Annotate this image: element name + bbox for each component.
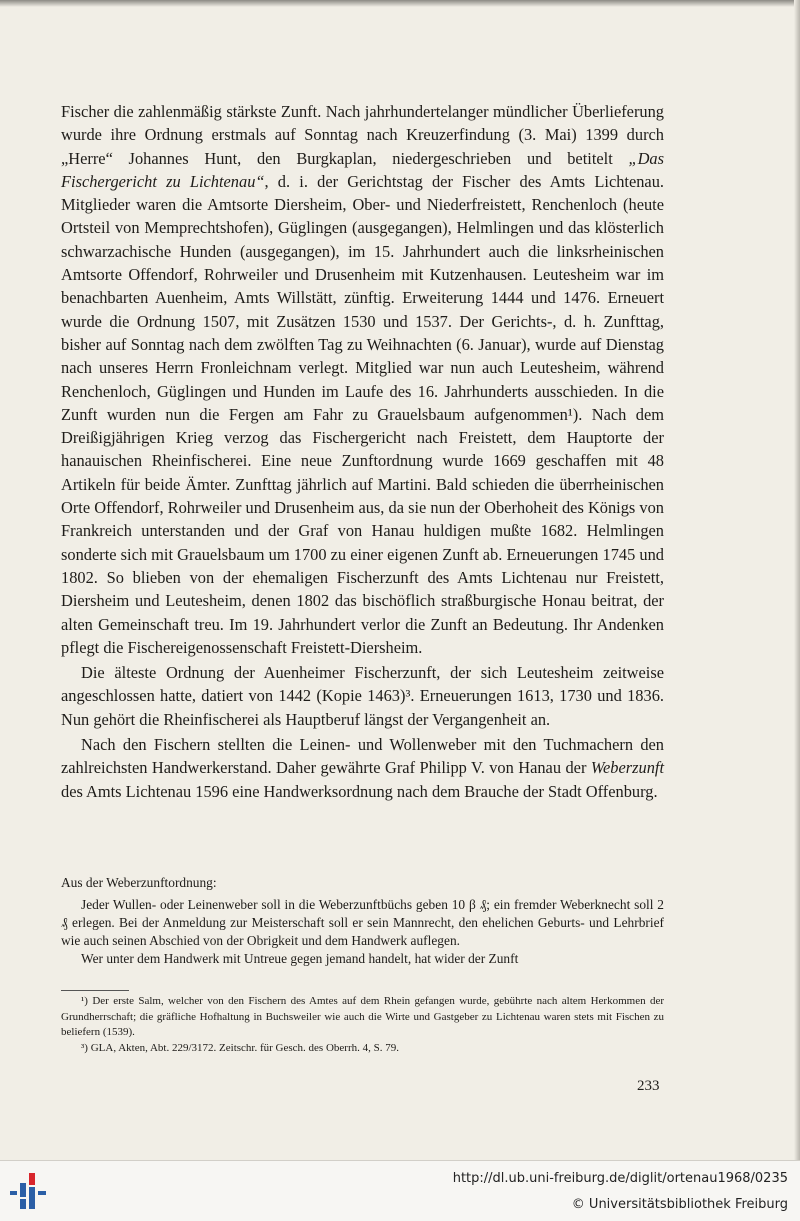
title-fischergericht: „Das Fischergericht zu Lichtenau“ bbox=[61, 148, 664, 191]
paragraph-2 bbox=[61, 661, 664, 731]
footnotes bbox=[61, 994, 664, 1056]
paragraph-text: Fischer die zahlenmäßig stärkste Zunft. Nach jahrhundertelanger mündlicher Überlieferung wurde ihre Ordnung erstmals auf Sonntag nach Kreuzerfindung (3. Mai) 1399 durch „Herre“ Johannes Hunt, den Burgkaplan, niedergeschrieben und betitelt bbox=[61, 102, 664, 168]
excerpt-paragraph: Wer unter dem Handwerk mit Untreue gegen jemand handelt, hat wider der Zunft bbox=[81, 951, 519, 966]
page-right-edge bbox=[794, 0, 800, 1160]
footnote-rule bbox=[61, 990, 129, 991]
term-weberzunft: Weberzunft bbox=[590, 758, 664, 778]
excerpt-heading: Aus der Weberzunftordnung: bbox=[61, 875, 217, 890]
viewer-footer bbox=[0, 1160, 800, 1221]
ub-freiburg-logo-icon[interactable] bbox=[10, 1169, 50, 1213]
footnote-1: ¹) Der erste Salm, welcher von den Fischern des Amtes auf dem Rhein gefangen wurde, gebührte nach altem Herkommen der Grundherrschaft; die gräfliche Hofhaltung in Buchsweiler wie auch die Wirte und Gastgeber zu Lichtenau waren stets mit Fischen zu beliefern (1539). bbox=[61, 995, 664, 1038]
main-text bbox=[61, 100, 664, 803]
page-top-edge bbox=[0, 0, 800, 7]
paragraph-text: Nach den Fischern stellten die Leinen- und Wollenweber mit den Tuchmachern den zahlreichsten Handwerkerstand. Daher gewährte Graf Philipp V. von Hanau der bbox=[61, 735, 664, 778]
copyright-notice: © Universitätsbibliothek Freiburg bbox=[571, 1197, 788, 1212]
document-url-link[interactable]: http://dl.ub.uni-freiburg.de/diglit/ortenau1968/0235 bbox=[452, 1171, 788, 1186]
paragraph-1 bbox=[61, 100, 664, 659]
paragraph-text: , d. i. der Gerichtstag der Fischer des Amts Lichtenau. Mitglieder waren die Amtsorte Diersheim, Ober- und Niederfreistett, Renchenloch (heute Ortsteil von Memprechtshofen), Güglingen (ausgegangen), Helmlingen und das klösterlich schwarzachische Hunden (ausgegangen), im 15. Jahrhundert auch die linksrheinischen Amtsorte Offendorf, Rohrweiler und Drusenheim mit Kutzenhausen. Leutesheim war im benachbarten Auenheim, Amts Willstätt, zünftig. Erweiterung 1444 und 1476. Erneuert wurde die Ordnung 1507, mit Zusätzen 1530 und 1537. Der Gerichts-, d. h. Zunfttag, bisher auf Sonntag nach dem zwölften Tag zu Weihnachten (6. Januar), wurde auf Dienstag nach unseres Herrn Fronleichnam verlegt. Mitglied war nun auch Leutesheim, während Renchenloch, Güglingen und Hunden im Laufe des 16. Jahrhunderts ausschieden. In die Zunft wurden nun die Fergen am Fahr zu Grauelsbaum aufgenommen¹). Nach dem Dreißigjährigen Krieg verzog das Fischergericht nach Freistett, dem Hauptorte der hanauischen Rheinfischerei. Eine neue Zunftordnung wurde 1669 geschaffen mit 48 Artikeln für beide Ämter. Zunfttag jährlich auf Martini. Bald schieden die überrheinischen Orte Offendorf, Rohrweiler und Drusenheim aus, da sie nun der Oberhoheit des Königs von Frankreich unterstanden und der Graf von Hanau huldigen mußte 1682. Helmlingen sonderte sich mit Grauelsbaum um 1700 zu einer eigenen Zunft ab. Erneuerungen 1745 und 1802. So blieben von der ehemaligen Fischerzunft des Amts Lichtenau nur Freistett, Diersheim und Leutesheim, denen 1802 das bischöflich straßburgische Honau beitrat, der alten Gemeinschaft treu. Im 19. Jahrhundert verlor die Zunft an Bedeutung. Ihr Andenken pflegt die Fischereigenossenschaft Freistett-Diersheim. bbox=[61, 171, 665, 657]
excerpt-block bbox=[61, 874, 664, 968]
paragraph-text: Die älteste Ordnung der Auenheimer Fischerzunft, der sich Leutesheim zeitweise angeschlossen hatte, datiert von 1442 (Kopie 1463)³. Erneuerungen 1613, 1730 und 1836. Nun gehört die Rheinfischerei als Hauptberuf längst der Vergangenheit an. bbox=[61, 663, 664, 729]
page-number: 233 bbox=[637, 1078, 660, 1094]
paragraph-text: des Amts Lichtenau 1596 eine Handwerksordnung nach dem Brauche der Stadt Offenburg. bbox=[61, 781, 658, 801]
excerpt-paragraph: Jeder Wullen- oder Leinenweber soll in die Weberzunftbüchs geben 10 β ₰; ein fremder Weberknecht soll 2 ₰ erlegen. Bei der Anmeldung zur Meisterschaft soll er sein Mannrecht, den ehelichen Geburts- und Lehrbrief wie auch seinen Abschied von der Obrigkeit und dem Handwerk auflegen. bbox=[61, 897, 664, 948]
paragraph-3 bbox=[61, 733, 664, 803]
footnote-3: ³) GLA, Akten, Abt. 229/3172. Zeitschr. für Gesch. des Oberrh. 4, S. 79. bbox=[81, 1041, 399, 1054]
